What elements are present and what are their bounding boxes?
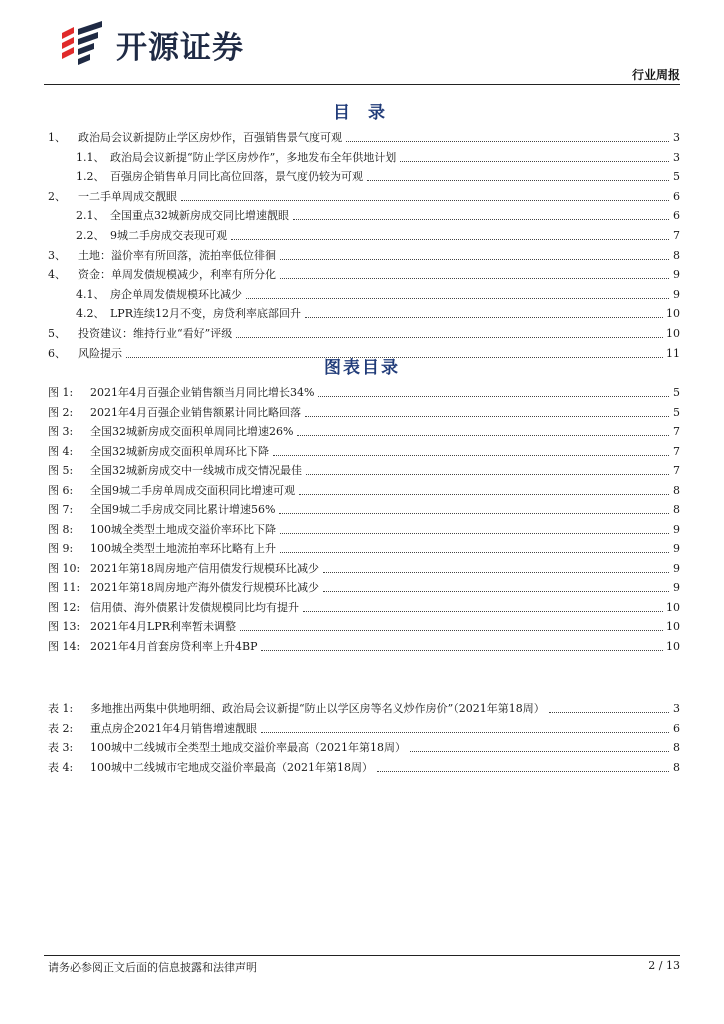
- figure-entry[interactable]: [48, 620, 680, 634]
- figure-entry[interactable]: [48, 484, 680, 498]
- figure-entry[interactable]: [48, 386, 680, 400]
- toc-entry[interactable]: [76, 229, 680, 243]
- figure-entry[interactable]: [48, 425, 680, 439]
- toc-entry[interactable]: [76, 151, 680, 165]
- figure-entry-page: 8: [673, 503, 680, 516]
- figure-entry-text: 2021年4月百强企业销售额累计同比略回落: [90, 405, 301, 419]
- toc-entry-page: 5: [673, 170, 680, 184]
- figure-entry-text: 信用债、海外债累计发债规模同比均有提升: [90, 600, 299, 614]
- figure-entry-number: 图 6:: [48, 483, 74, 497]
- toc-entry[interactable]: [76, 288, 680, 302]
- figure-entry-page: 10: [666, 620, 680, 633]
- toc-entry-page: 6: [673, 189, 680, 203]
- toc-entry[interactable]: [76, 307, 680, 321]
- dot-leader: [297, 435, 669, 436]
- figure-entry-page: 9: [673, 561, 680, 575]
- figure-entry-text: 全国9城二手房成交同比累计增速56%: [90, 503, 276, 516]
- toc-entry-text: 风险提示: [78, 346, 122, 360]
- toc-entry-number: 1.2、: [76, 170, 105, 184]
- table-entry-number: 表 3:: [48, 741, 74, 754]
- figure-entry-page: 7: [673, 464, 680, 477]
- figure-entry[interactable]: [48, 542, 680, 556]
- figure-entry-number: 图 2:: [48, 405, 74, 419]
- figure-entry-number: 图 12:: [48, 600, 81, 614]
- figure-entry-number: 图 4:: [48, 444, 74, 458]
- figure-entry[interactable]: [48, 562, 680, 576]
- dot-leader: [231, 239, 669, 240]
- figure-entry-text: 100城全类型土地成交溢价率环比下降: [90, 522, 276, 536]
- figure-entry-page: 8: [673, 483, 680, 497]
- toc-entry-page: 9: [673, 268, 680, 282]
- figure-list-title: 图表目录: [324, 358, 400, 378]
- figure-entry[interactable]: [48, 581, 680, 595]
- dot-leader: [306, 474, 669, 475]
- figure-entry-text: 100城全类型土地流拍率环比略有上升: [90, 542, 276, 555]
- toc-entry-text: LPR连续12月不变，房贷利率底部回升: [110, 307, 301, 321]
- figure-entry-text: 2021年4月百强企业销售额当月同比增长34%: [90, 386, 315, 399]
- dot-leader: [410, 751, 669, 752]
- figure-entry-number: 图 3:: [48, 425, 74, 438]
- toc-entry-page: 11: [666, 346, 680, 360]
- brand-logo-icon: [58, 19, 104, 65]
- toc-entry-number: 4、: [48, 268, 66, 282]
- figure-entry-number: 图 8:: [48, 522, 74, 536]
- dot-leader: [305, 317, 663, 318]
- figure-entry-page: 7: [673, 425, 680, 438]
- brand-name: 开源证券: [116, 30, 244, 66]
- toc-entry[interactable]: [48, 327, 680, 341]
- figure-entry[interactable]: [48, 406, 680, 420]
- figure-entry-text: 2021年第18周房地产信用债发行规模环比减少: [90, 561, 319, 575]
- dot-leader: [240, 630, 663, 631]
- toc-entry[interactable]: [48, 131, 680, 145]
- toc-entry[interactable]: [48, 249, 680, 263]
- toc-title: 目 录: [333, 103, 391, 123]
- figure-entry-page: 9: [673, 542, 680, 555]
- table-entry-text: 多地推出两集中供地明细、政治局会议新提“防止以学区房等名义炒作房价”（2021年第18周）: [90, 702, 545, 715]
- figure-entry-number: 图 10:: [48, 561, 81, 575]
- toc-entry-number: 4.2、: [76, 307, 105, 321]
- dot-leader: [303, 611, 663, 612]
- toc-entry-number: 2.2、: [76, 229, 105, 242]
- dot-leader: [323, 572, 669, 573]
- report-type-tag: 行业周报: [631, 68, 680, 82]
- table-entry[interactable]: [48, 741, 680, 755]
- page-number: 2 / 13: [648, 959, 680, 972]
- toc-entry-page: 3: [673, 150, 680, 164]
- toc-entry-number: 6、: [48, 346, 66, 360]
- dot-leader: [299, 494, 669, 495]
- figure-entry-page: 10: [666, 639, 680, 653]
- dot-leader: [280, 278, 669, 279]
- table-entry[interactable]: [48, 761, 680, 775]
- dot-leader: [280, 552, 669, 553]
- toc-entry-text: 投资建议：维持行业“看好”评级: [78, 327, 233, 340]
- toc-entry[interactable]: [76, 170, 680, 184]
- dot-leader: [261, 732, 669, 733]
- toc-entry-page: 10: [666, 307, 680, 321]
- table-entry-page: 6: [673, 721, 680, 735]
- figure-entry[interactable]: [48, 601, 680, 615]
- toc-entry-page: 7: [673, 229, 680, 242]
- figure-entry-page: 9: [673, 522, 680, 536]
- figure-entry[interactable]: [48, 445, 680, 459]
- figure-entry-page: 5: [673, 405, 680, 419]
- figure-entry-text: 2021年4月首套房贷利率上升4BP: [90, 639, 258, 653]
- toc-entry-text: 百强房企销售单月同比高位回落，景气度仍较为可观: [110, 170, 363, 184]
- toc-entry-number: 2、: [48, 189, 66, 203]
- figure-entry-page: 9: [673, 581, 680, 594]
- dot-leader: [261, 650, 663, 651]
- toc-entry-text: 政治局会议新提防止学区房炒作，百强销售景气度可观: [78, 131, 342, 144]
- toc-entry-page: 3: [673, 131, 680, 144]
- dot-leader: [318, 396, 669, 397]
- toc-entry-text: 房企单周发债规模环比减少: [110, 287, 242, 301]
- table-entry[interactable]: [48, 722, 680, 736]
- disclaimer-note: 请务必参阅正文后面的信息披露和法律声明: [48, 961, 257, 974]
- figure-entry-page: 7: [673, 444, 680, 458]
- figure-entry-text: 全国9城二手房单周成交面积同比增速可观: [90, 483, 295, 497]
- toc-entry[interactable]: [76, 209, 680, 223]
- figure-entry-text: 全国32城新房成交中一线城市成交情况最佳: [90, 464, 302, 477]
- table-entry-page: 3: [673, 702, 680, 715]
- toc-entry[interactable]: [48, 268, 680, 282]
- toc-entry-number: 3、: [48, 248, 66, 262]
- toc-entry-number: 4.1、: [76, 287, 105, 301]
- figure-entry-number: 图 9:: [48, 542, 74, 555]
- dot-leader: [377, 771, 669, 772]
- table-entry-text: 重点房企2021年4月销售增速靓眼: [90, 721, 257, 735]
- figure-entry-text: 2021年4月LPR利率暂未调整: [90, 620, 236, 633]
- table-entry-number: 表 1:: [48, 702, 74, 715]
- figure-entry-page: 5: [673, 386, 680, 399]
- toc-entry-number: 1、: [48, 131, 66, 144]
- dot-leader: [279, 513, 669, 514]
- figure-entry-text: 2021年第18周房地产海外债发行规模环比减少: [90, 581, 319, 594]
- figure-entry-number: 图 13:: [48, 620, 81, 633]
- figure-entry[interactable]: [48, 523, 680, 537]
- table-entry-page: 8: [673, 741, 680, 754]
- dot-leader: [367, 180, 669, 181]
- table-entry-text: 100城中二线城市宅地成交溢价率最高（2021年第18周）: [90, 760, 373, 774]
- dot-leader: [305, 416, 669, 417]
- figure-entry-number: 图 7:: [48, 503, 74, 516]
- dot-leader: [181, 200, 669, 201]
- dot-leader: [293, 219, 669, 220]
- table-entry[interactable]: [48, 702, 680, 716]
- dot-leader: [246, 298, 669, 299]
- figure-entry-text: 全国32城新房成交面积单周同比增速26%: [90, 425, 294, 438]
- table-entry-page: 8: [673, 760, 680, 774]
- dot-leader: [549, 712, 669, 713]
- dot-leader: [280, 259, 669, 260]
- toc-entry-number: 2.1、: [76, 209, 105, 223]
- dot-leader: [236, 337, 663, 338]
- table-entry-number: 表 2:: [48, 721, 74, 735]
- dot-leader: [273, 455, 669, 456]
- brand-logo: [58, 19, 288, 65]
- toc-entry-text: 资金：单周发债规模减少，利率有所分化: [78, 268, 276, 282]
- toc-entry-page: 8: [673, 248, 680, 262]
- dot-leader: [400, 161, 669, 162]
- toc-entry-text: 一二手单周成交靓眼: [78, 189, 177, 203]
- toc-entry-number: 5、: [48, 327, 66, 340]
- toc-entry-text: 全国重点32城新房成交同比增速靓眼: [110, 209, 289, 223]
- figure-entry-text: 全国32城新房成交面积单周环比下降: [90, 444, 269, 458]
- footer-divider: [44, 955, 680, 956]
- figure-entry-number: 图 11:: [48, 581, 81, 594]
- toc-entry-number: 1.1、: [76, 150, 105, 164]
- dot-leader: [323, 591, 669, 592]
- table-entry-text: 100城中二线城市全类型土地成交溢价率最高（2021年第18周）: [90, 741, 406, 754]
- figure-entry-number: 图 1:: [48, 386, 74, 399]
- toc-entry-text: 政治局会议新提“防止学区房炒作”，多地发布全年供地计划: [110, 150, 397, 164]
- toc-entry[interactable]: [48, 190, 680, 204]
- toc-entry-text: 土地：溢价率有所回落，流拍率低位徘徊: [78, 248, 276, 262]
- toc-entry-page: 10: [666, 327, 680, 340]
- figure-entry[interactable]: [48, 503, 680, 517]
- figure-entry[interactable]: [48, 464, 680, 478]
- figure-entry[interactable]: [48, 640, 680, 654]
- figure-entry-number: 图 14:: [48, 639, 81, 653]
- toc-entry-page: 9: [673, 287, 680, 301]
- toc-entry-page: 6: [673, 209, 680, 223]
- figure-entry-number: 图 5:: [48, 464, 74, 477]
- dot-leader: [346, 141, 669, 142]
- dot-leader: [280, 533, 669, 534]
- figure-entry-page: 10: [666, 600, 680, 614]
- table-entry-number: 表 4:: [48, 760, 74, 774]
- header-divider: [44, 84, 680, 85]
- toc-entry-text: 9城二手房成交表现可观: [110, 229, 227, 242]
